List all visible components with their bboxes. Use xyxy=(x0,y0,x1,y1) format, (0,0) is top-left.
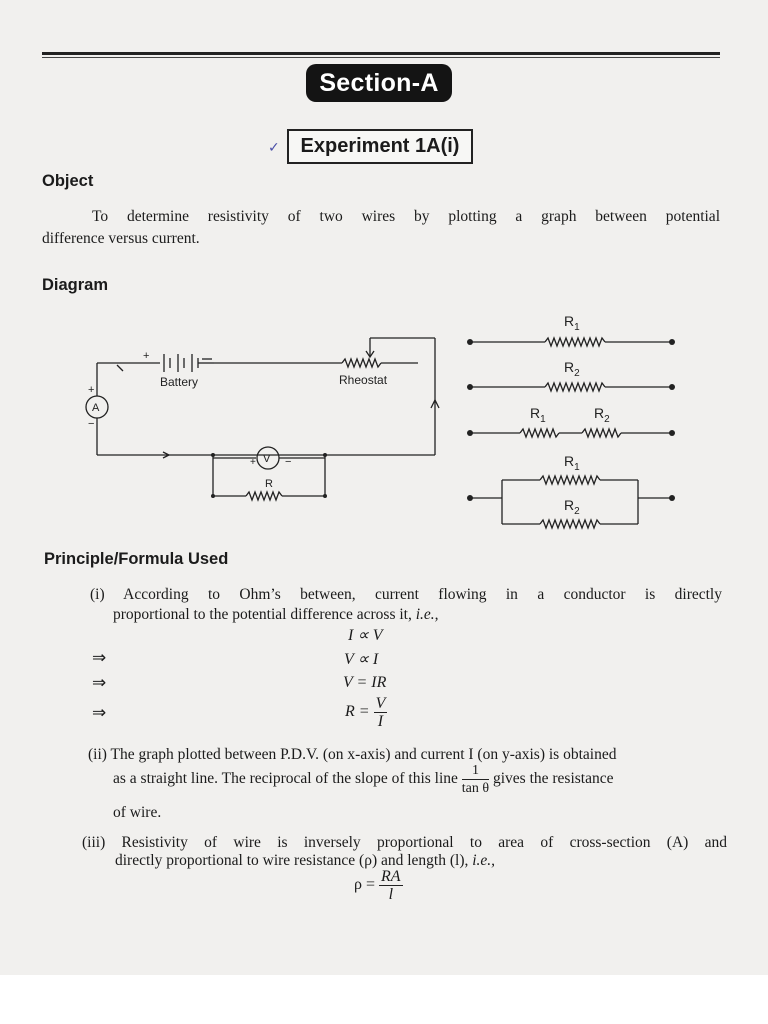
implies-2: ⇒ xyxy=(92,673,107,693)
eq4-numerator: V xyxy=(375,695,386,712)
eq-v-prop-i: V ∝ I xyxy=(344,651,379,668)
ii-frac-denominator: tan θ xyxy=(461,781,490,796)
principle-heading: Principle/Formula Used xyxy=(44,550,229,568)
diagram-heading: Diagram xyxy=(42,276,109,294)
eq5-denominator: l xyxy=(388,886,394,903)
r2-label: $R_2$ xyxy=(564,359,580,379)
rheostat-label: Rheostat xyxy=(339,373,388,387)
object-text-line1: To determine resistivity of two wires by plotting a graph between potential xyxy=(92,208,720,225)
eq5-numerator: RA xyxy=(381,868,401,885)
circuit-diagram xyxy=(80,330,450,510)
top-rule xyxy=(42,52,720,55)
voltmeter-plus: + xyxy=(250,457,256,468)
object-heading: Object xyxy=(42,172,94,190)
principle-i-line1: (i) According to Ohm’s between, current flowing in a conductor is directly xyxy=(90,586,722,603)
principle-iii-line1: (iii) Resistivity of wire is inversely proportional to area of cross-section (A) and xyxy=(82,834,727,851)
ii-frac-numerator: 1 xyxy=(462,762,489,780)
voltmeter-minus: − xyxy=(285,456,292,468)
top-rule-thin xyxy=(42,57,720,58)
ammeter-minus: − xyxy=(88,418,95,430)
parallel-r1-label: $R_1$ xyxy=(564,453,580,473)
eq4-denominator: I xyxy=(377,713,384,730)
principle-ii-line3: of wire. xyxy=(113,804,162,821)
resistor-combinations-diagram xyxy=(460,306,690,536)
series-r1-label: $R_1$ xyxy=(530,405,546,425)
implies-1: ⇒ xyxy=(92,648,107,668)
parallel-r2-label: $R_2$ xyxy=(564,497,580,517)
voltmeter-symbol: V xyxy=(263,453,271,465)
eq-r-v-over-i: R = $\frac{V}{I}$ xyxy=(345,695,386,730)
principle-iii-line2: directly proportional to wire resistance (ρ) and length (l), i.e., xyxy=(115,852,496,869)
ammeter-symbol: A xyxy=(92,402,100,414)
object-text-line2: difference versus current. xyxy=(42,230,200,247)
pen-tick-mark: ✓ xyxy=(268,140,280,156)
principle-i-line2: proportional to the potential difference across it, i.e., xyxy=(113,606,439,623)
series-r2-label: $R_2$ xyxy=(594,405,610,425)
implies-3: ⇒ xyxy=(92,703,107,723)
eq-v-ir: V = IR xyxy=(343,674,387,691)
principle-ii-line1: (ii) The graph plotted between P.D.V. (on x-axis) and current I (on y-axis) is obtained xyxy=(88,746,617,763)
principle-ii-line2: as a straight line. The reciprocal of the slope of this line $\frac{1}{\text{tan θ}}$ gives the resistance xyxy=(113,763,614,796)
ammeter-plus: + xyxy=(88,384,95,396)
eq-i-prop-v: I ∝ V xyxy=(348,627,383,644)
r1-label: $R_1$ xyxy=(564,313,580,333)
battery-plus: + xyxy=(143,350,150,362)
resistor-label: R xyxy=(265,478,273,490)
battery-label: Battery xyxy=(160,375,199,389)
section-title-badge: Section-A xyxy=(306,64,452,102)
experiment-title: Experiment 1A(i) xyxy=(287,129,473,164)
eq-resistivity: ρ = $\frac{RA}{l}$ xyxy=(354,868,401,903)
